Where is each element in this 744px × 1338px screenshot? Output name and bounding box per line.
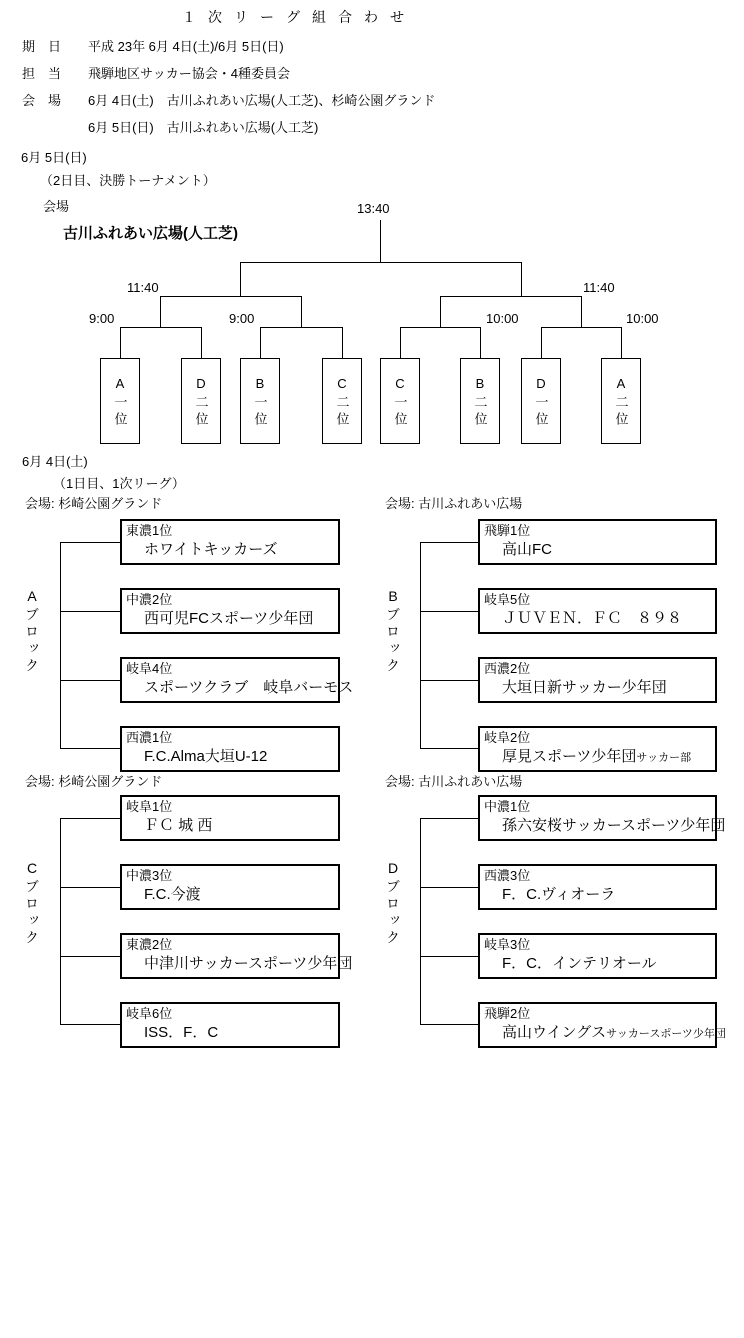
team-name: F.C.今渡 <box>144 886 201 903</box>
bracket-line <box>400 327 481 328</box>
bracket-line <box>240 262 241 297</box>
bracket-line <box>521 262 522 297</box>
team-box <box>478 519 717 565</box>
bracket-line <box>60 818 120 819</box>
team-box <box>478 1002 726 1048</box>
bracket-line <box>420 887 478 888</box>
staff-value: 飛騨地区サッカー協会・4種委員会 <box>88 66 290 81</box>
seed-label: 飛騨1位 <box>484 523 531 538</box>
time-semifinal-left: 11:40 <box>127 280 159 295</box>
slot-label: B一位 <box>252 375 268 429</box>
seed-label: 中濃1位 <box>484 799 531 814</box>
seed-label: 岐阜4位 <box>126 661 173 676</box>
seed-label: 岐阜6位 <box>126 1006 173 1021</box>
bracket-line <box>60 818 61 1025</box>
seed-label: 中濃2位 <box>126 592 173 607</box>
day1-date: 6月 4日(土) <box>22 454 88 469</box>
slot-box <box>181 358 221 444</box>
bracket-line <box>342 327 343 358</box>
bracket-line <box>440 296 441 328</box>
seed-label: 東濃1位 <box>126 523 173 538</box>
time-match3: 10:00 <box>486 311 519 326</box>
time-match4: 10:00 <box>626 311 659 326</box>
slot-label: A一位 <box>112 375 128 429</box>
bracket-line <box>60 1024 120 1025</box>
bracket-line <box>260 327 261 358</box>
date-label: 期 日 <box>22 39 62 54</box>
team-name: 西可児FCスポーツ少年団 <box>144 610 314 627</box>
bracket-line <box>380 220 381 263</box>
team-box <box>120 795 340 841</box>
bracket-line <box>541 327 622 328</box>
team-box <box>120 864 340 910</box>
team-box <box>478 588 717 634</box>
bracket-line <box>420 1024 478 1025</box>
block-a-label: Aブロック <box>24 588 40 675</box>
team-box <box>120 1002 340 1048</box>
team-box <box>478 795 726 841</box>
bracket-line <box>581 296 582 328</box>
day2-subtitle: （2日目、決勝トーナメント） <box>40 173 216 188</box>
bracket-line <box>420 818 478 819</box>
bracket-line <box>60 956 120 957</box>
team-name: F．C.ヴィオーラ <box>502 886 616 903</box>
seed-label: 岐阜2位 <box>484 730 531 745</box>
venue-label: 会 場 <box>22 93 62 108</box>
bracket-line <box>420 818 421 1025</box>
team-name: F．C．インテリオール <box>502 955 657 972</box>
bracket-line <box>440 296 582 297</box>
slot-box <box>100 358 140 444</box>
staff-label: 担 当 <box>22 66 62 81</box>
seed-label: 西濃3位 <box>484 868 531 883</box>
seed-label: 中濃3位 <box>126 868 173 883</box>
team-box <box>478 657 717 703</box>
time-match2: 9:00 <box>229 311 255 326</box>
seed-label: 岐阜5位 <box>484 592 531 607</box>
seed-label: 飛騨2位 <box>484 1006 531 1021</box>
slot-label: D二位 <box>193 375 209 429</box>
slot-box <box>380 358 420 444</box>
venue-value-day2: 6月 5日(日) 古川ふれあい広場(人工芝) <box>88 120 319 135</box>
time-semifinal-right: 11:40 <box>583 280 615 295</box>
day1-subtitle: （1日目、1次リーグ） <box>53 476 185 491</box>
block-d-venue: 会場: 古川ふれあい広場 <box>385 774 523 789</box>
day2-venue-name: 古川ふれあい広場(人工芝) <box>63 225 238 242</box>
seed-label: 西濃1位 <box>126 730 173 745</box>
team-box <box>478 864 717 910</box>
team-name: ＦＣ 城 西 <box>144 817 213 834</box>
bracket-line <box>120 327 121 358</box>
bracket-line <box>420 956 478 957</box>
bracket-line <box>60 542 61 749</box>
seed-label: 西濃2位 <box>484 661 531 676</box>
bracket-line <box>420 748 478 749</box>
block-b-venue: 会場: 古川ふれあい広場 <box>385 496 523 511</box>
slot-label: C一位 <box>392 375 408 429</box>
bracket-line <box>400 327 401 358</box>
team-box <box>120 726 340 772</box>
team-name: 孫六安桜サッカースポーツ少年団 <box>502 817 726 834</box>
team-name: スポーツクラブ 岐阜バーモス <box>144 679 354 696</box>
bracket-line <box>480 327 481 358</box>
team-name: 厚見スポーツ少年団 <box>502 748 637 765</box>
bracket-line <box>60 887 120 888</box>
bracket-line <box>621 327 622 358</box>
team-name: 高山FC <box>502 541 552 558</box>
slot-label: C二位 <box>334 375 350 429</box>
seed-label: 岐阜1位 <box>126 799 173 814</box>
bracket-line <box>60 748 120 749</box>
block-b-label: Bブロック <box>385 588 401 675</box>
team-name: 大垣日新サッカー少年団 <box>502 679 667 696</box>
team-name: 高山ウイングス <box>502 1024 607 1041</box>
team-box <box>120 933 353 979</box>
bracket-line <box>60 680 120 681</box>
bracket-line <box>120 327 202 328</box>
bracket-line <box>420 542 478 543</box>
bracket-line <box>240 262 522 263</box>
bracket-line <box>420 611 478 612</box>
team-name-suffix: サッカー部 <box>636 752 692 764</box>
block-c-label: Cブロック <box>24 860 40 947</box>
bracket-line <box>160 296 161 328</box>
bracket-line <box>60 542 120 543</box>
team-name: ホワイトキッカーズ <box>144 541 278 558</box>
team-name-suffix: サッカースポーツ少年団 <box>606 1028 726 1040</box>
team-name: ISS．F．C <box>144 1024 219 1041</box>
seed-label: 東濃2位 <box>126 937 173 952</box>
bracket-line <box>60 611 120 612</box>
team-name: ＪＵＶＥＮ．ＦＣ ８９８ <box>502 610 683 627</box>
slot-box <box>460 358 500 444</box>
block-d-label: Dブロック <box>385 860 401 947</box>
slot-box <box>521 358 561 444</box>
time-final: 13:40 <box>357 201 390 216</box>
team-box <box>478 726 717 772</box>
bracket-line <box>260 327 343 328</box>
day2-date: 6月 5日(日) <box>21 150 87 165</box>
team-box <box>120 657 354 703</box>
team-box <box>120 588 340 634</box>
seed-label: 岐阜3位 <box>484 937 531 952</box>
team-box <box>478 933 717 979</box>
block-c-venue: 会場: 杉崎公園グランド <box>25 774 163 789</box>
bracket-line <box>420 542 421 749</box>
day2-venue-label: 会場 <box>43 199 70 214</box>
slot-label: D一位 <box>533 375 549 429</box>
bracket-line <box>541 327 542 358</box>
date-value: 平成 23年 6月 4日(土)/6月 5日(日) <box>88 39 284 54</box>
slot-box <box>240 358 280 444</box>
slot-label: B二位 <box>472 375 488 429</box>
time-match1: 9:00 <box>89 311 115 326</box>
bracket-line <box>301 296 302 328</box>
slot-label: A二位 <box>613 375 629 429</box>
bracket-line <box>160 296 302 297</box>
page-title: １次リーグ組合わせ <box>182 9 416 25</box>
slot-box <box>601 358 641 444</box>
slot-box <box>322 358 362 444</box>
bracket-line <box>201 327 202 358</box>
team-name: F.C.Alma大垣U-12 <box>144 748 268 765</box>
team-name: 中津川サッカースポーツ少年団 <box>144 955 353 972</box>
team-box <box>120 519 340 565</box>
block-a-venue: 会場: 杉崎公園グランド <box>25 496 163 511</box>
venue-value-day1: 6月 4日(土) 古川ふれあい広場(人工芝)、杉崎公園グランド <box>88 93 436 108</box>
bracket-line <box>420 680 478 681</box>
